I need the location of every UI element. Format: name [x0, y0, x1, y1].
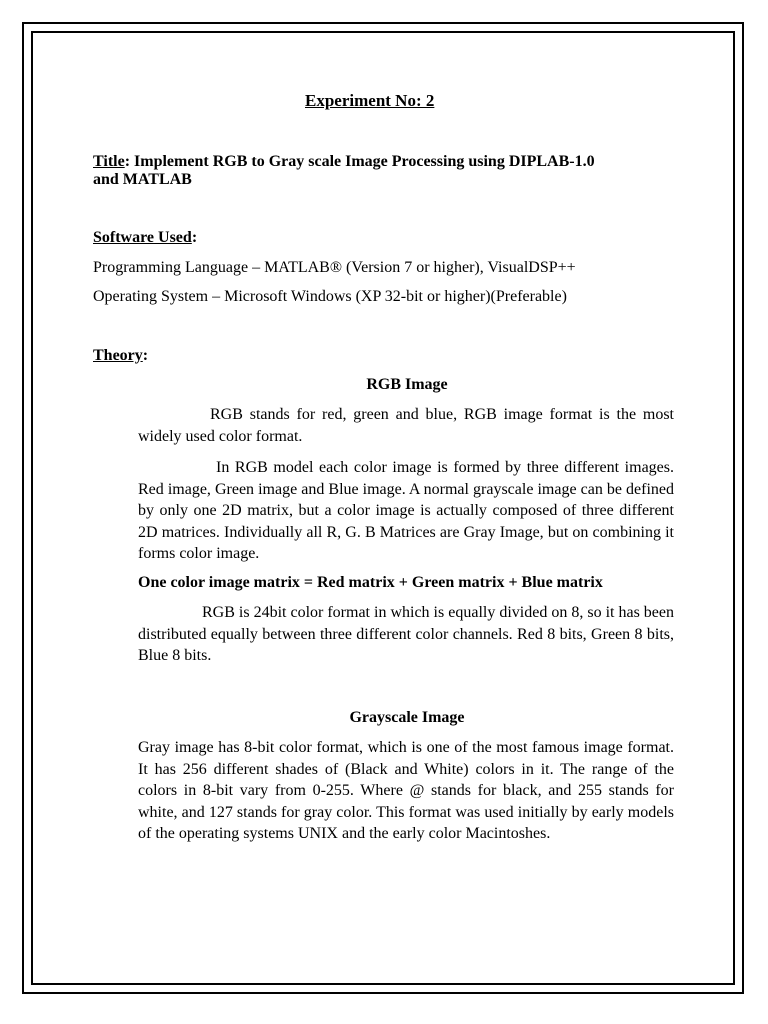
grayscale-image-heading: Grayscale Image: [349, 709, 465, 726]
title-colon: :: [124, 153, 131, 170]
software-language: Programming Language – MATLAB® (Version 7 or higher), VisualDSP++: [93, 259, 576, 276]
software-heading: [93, 227, 197, 248]
theory-heading: [93, 345, 148, 366]
theory-colon: :: [142, 347, 149, 364]
software-label: Software Used: [93, 229, 192, 246]
theory-label: Theory: [93, 347, 143, 364]
rgb-paragraph-1: RGB stands for red, green and blue, RGB image format is the most widely used color format.: [138, 406, 674, 445]
title-label: Title: [93, 153, 125, 170]
software-os: Operating System – Microsoft Windows (XP 32-bit or higher)(Preferable): [93, 288, 567, 305]
rgb-image-heading: RGB Image: [366, 376, 448, 393]
experiment-heading: Experiment No: 2: [305, 91, 435, 110]
rgb-formula: One color image matrix = Red matrix + Green matrix + Blue matrix: [138, 574, 603, 591]
software-colon: :: [191, 229, 198, 246]
title-text: Implement RGB to Gray scale Image Processing using DIPLAB-1.0: [130, 153, 595, 170]
grayscale-paragraph: Gray image has 8-bit color format, which is one of the most famous image format. It has 256 different shades of (Black and White) colors in it. The range of the colors in 8-bit vary from 0-255. Where @ stands for black, and 255 stands for white, and 127 stands for gray color. This format was used initially by early models of the operating systems UNIX and the early color Macintoshes.: [138, 739, 674, 842]
rgb-paragraph-2: In RGB model each color image is formed by three different images. Red image, Green image and Blue image. A normal grayscale image can be defined by only one 2D matrix, but a color image is actually composed of three different 2D matrices. Individually all R, G. B Matrices are Gray Image, but on combining it forms color image.: [138, 459, 674, 562]
title-line-2: and MATLAB: [93, 171, 192, 188]
rgb-paragraph-3: RGB is 24bit color format in which is equally divided on 8, so it has been distributed equally between three different color channels. Red 8 bits, Green 8 bits, Blue 8 bits.: [138, 604, 674, 664]
